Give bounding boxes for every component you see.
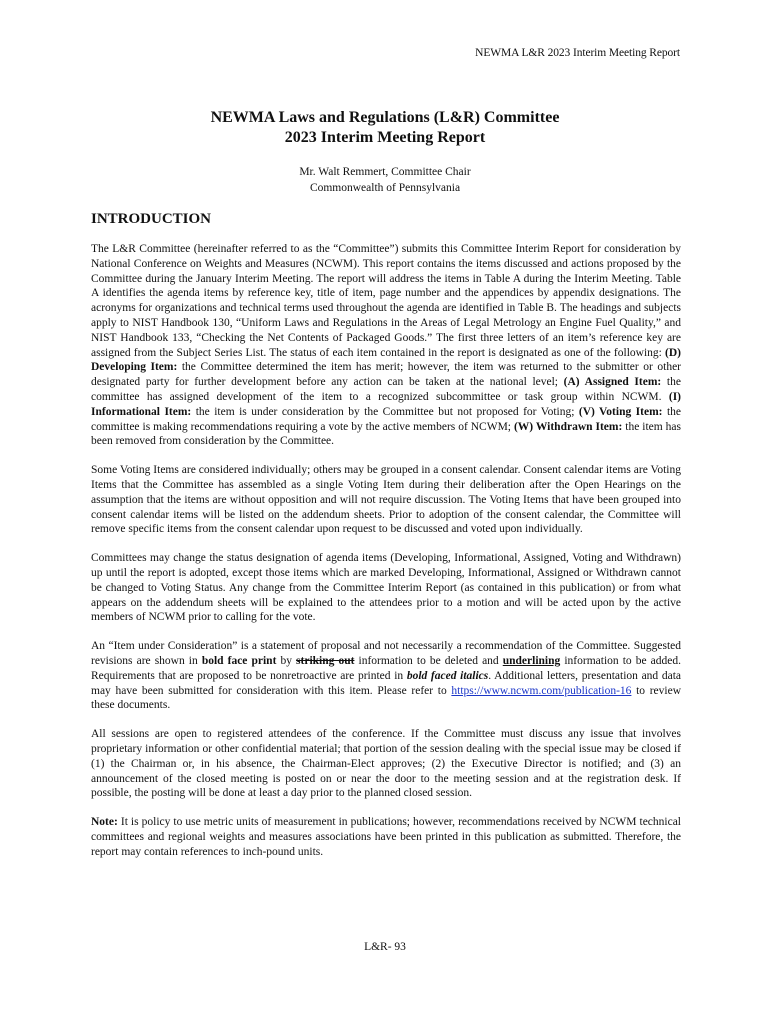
- paragraph-consent-calendar: Some Voting Items are considered individually; others may be grouped in a consent calendar. Consent calendar items are Voting Items that the Committee has assembled as a single Voting Item during their deliberation after the Open Hearings on the assumption that the items are without opposition and will not require discussion. The Voting Items that have been grouped into consent calendar items will be listed on the addendum sheets. Prior to adoption of the consent calendar, the Committee will remove specific items from the consent calendar upon request to be discussed and voted upon individually.: [91, 464, 681, 536]
- text-span: An “Item under Consideration” is a statement of proposal and not necessarily a recommendation of the Committee. Suggested revisions are shown in: [91, 640, 681, 667]
- paragraph-overview: [91, 242, 681, 449]
- paragraph-status-changes: Committees may change the status designation of agenda items (Developing, Informational, Assigned, Voting and Withdrawn) up until the report is adopted, except those items which are marked Developing, Informational, Assigned or Withdrawn cannot be changed to Voting Status. Any change from the Committee Interim Report (as contained in this publication) or from what appears on the addendum sheets will be explained to the attendees prior to a motion and will be acted upon by the active members of NCWM prior to calling for the vote.: [91, 552, 681, 624]
- paragraph-open-sessions: All sessions are open to registered attendees of the conference. If the Committee must discuss any issue that involves proprietary information or other confidential material; that portion of the session dealing with the special issue may be closed if (1) the Chairman or, in his absence, the Chairman-Elect approves; (2) the Executive Director is notified; and (3) an announcement of the closed meeting is posted on or near the door to the meeting session and at the registration desk. If possible, the posting will be done at least a day prior to the planned closed session.: [91, 728, 681, 800]
- text-span: information to be deleted and: [354, 654, 503, 667]
- committee-chair: Mr. Walt Remmert, Committee Chair: [299, 166, 471, 178]
- section-heading-introduction: INTRODUCTION: [91, 211, 212, 227]
- text-span: the Committee determined the item has merit; however, the item was returned to the submitter or other designated party for further development before any action can be taken at the national level;: [91, 361, 682, 389]
- author-block: [0, 164, 770, 196]
- bold-italics-example: bold faced italics: [406, 669, 489, 682]
- text-span: the item is under consideration by the Committee but not proposed for Voting;: [191, 405, 579, 418]
- publication-16-link[interactable]: https://www.ncwm.com/publication-16: [451, 684, 632, 697]
- text-span: information to be added. Requirements that are proposed to be nonretroactive are printed in: [91, 654, 681, 682]
- status-voting-label: (V) Voting Item:: [578, 405, 663, 418]
- text-span: . Additional letters, presentation and data may have been submitted for consideration with this item. Please refer to: [91, 669, 681, 697]
- page-number: L&R- 93: [364, 941, 406, 953]
- status-developing-label: (D) Developing Item:: [91, 346, 681, 374]
- paragraph-note-units: [91, 815, 681, 859]
- status-assigned-label: (A) Assigned Item:: [563, 376, 662, 389]
- status-withdrawn-label: (W) Withdrawn Item:: [513, 420, 623, 433]
- text-span: the item has been removed from consideration by the Committee.: [91, 420, 682, 448]
- underline-example: underlining: [502, 654, 561, 667]
- bold-face-example: bold face print: [201, 654, 277, 667]
- strikethrough-example: striking out: [296, 654, 355, 667]
- note-label: Note:: [91, 816, 118, 829]
- text-span: It is policy to use metric units of measurement in publications; however, recommendations received by NCWM technical committees and regional weights and measures associations have been printed in this publication as submitted. Therefore, the report may contain references to inch-pound units.: [91, 816, 681, 858]
- document-body: [91, 209, 681, 873]
- report-title-line-2: 2023 Interim Meeting Report: [284, 129, 486, 146]
- text-span: the committee is making recommendations requiring a vote by the active members of NCWM;: [91, 405, 681, 433]
- report-title-line-1: NEWMA Laws and Regulations (L&R) Committee: [210, 109, 560, 126]
- text-span: by: [276, 654, 297, 667]
- text-span: The L&R Committee (hereinafter referred to as the “Committee”) submits this Committee Interim Report for consideration by National Conference on Weights and Measures (NCWM). This report contains the items discussed and actions proposed by the Committee during the January Interim Meeting. The report will address the items in Table A during the Interim Meeting. Table A identifies the agenda items by reference key, title of item, page number and the appendices by appendix designations. The acronyms for organizations and technical terms used throughout the agenda are identified in Table B. The headings and subjects apply to NIST Handbook 130, “Uniform Laws and Regulations in the Areas of Legal Metrology an Engine Fuel Quality,” and NIST Handbook 133, “Checking the Net Contents of Packaged Goods.” The first three letters of an item’s reference key are assigned from the Subject Series List. The status of each item contained in the report is designated as one of the following:: [91, 243, 681, 359]
- running-header: NEWMA L&R 2023 Interim Meeting Report: [475, 47, 680, 59]
- paragraph-item-under-consideration: [91, 639, 681, 713]
- chair-affiliation: Commonwealth of Pennsylvania: [309, 182, 461, 194]
- text-span: the committee has assigned development of the item to a recognized subcommittee or task group within NCWM.: [91, 376, 681, 403]
- text-span: to review these documents.: [91, 684, 681, 712]
- status-informational-label: (I) Informational Item:: [91, 390, 681, 418]
- title-block: [0, 108, 770, 196]
